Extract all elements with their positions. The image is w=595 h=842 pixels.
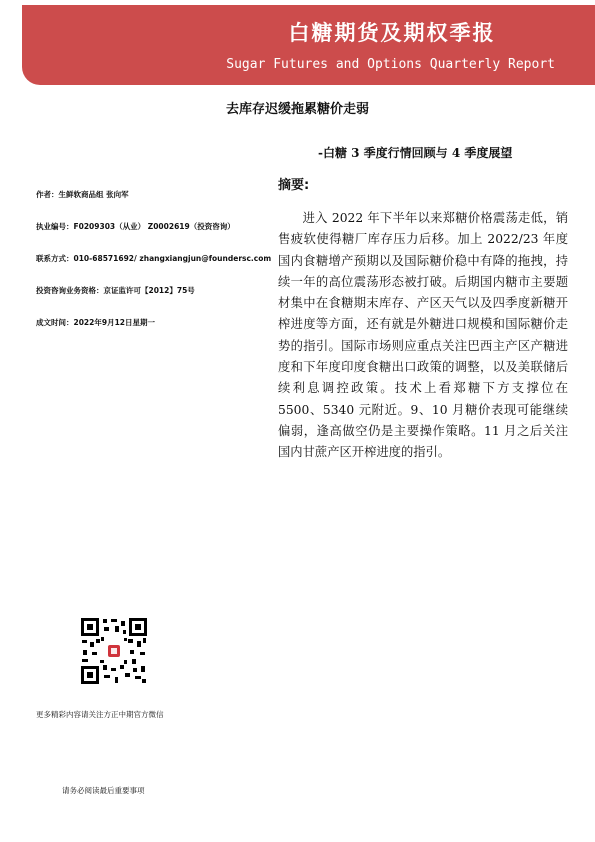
header-banner (22, 5, 595, 85)
report-subtitle: -白糖 3 季度行情回顾与 4 季度展望 (318, 146, 513, 160)
qr-caption: 更多精彩内容请关注方正中期官方微信 (36, 710, 164, 719)
author-line: 作者：生鲜软商品组 张向军 (36, 190, 129, 199)
report-series-title: 白糖期货及期权季报 (288, 20, 496, 45)
contact-line: 联系方式：010-68571692/ zhangxiangjun@foundersc.com (36, 254, 272, 263)
abstract-heading: 摘要: (278, 178, 310, 193)
qr-code[interactable] (80, 617, 148, 685)
license-line: 执业编号：F0209303（从业） Z0002619（投资咨询） (36, 222, 235, 231)
report-title: 去库存迟缓拖累糖价走弱 (225, 102, 369, 117)
date-line: 成文时间：2022年9月12日星期一 (36, 318, 156, 327)
abstract-body: 进入 2022 年下半年以来郑糖价格震荡走低，销售疲软使得糖厂库存压力后移。加上 2022/23 年度国内食糖增产预期以及国际糖价稳中有降的拖拽，持续一年的高位震荡形态被打破。后期国内糖市主要题材集中在食糖期末库存、产区天气以及四季度新糖开榨进度等方面，还有就是外糖进口规模和国际糖价走势的指引。国际市场则应重点关注巴西主产区产糖进度和下年度印度食糖出口政策的调整，以及美联储后续利息调控政策。技术上看郑糖下方支撑位在 5500、5340 元附近。9、10 月糖价表现可能继续偏弱，逢高做空仍是主要操作策略。11 月之后关注国内甘蔗产区开榨进度的指引。 (278, 211, 568, 460)
disclaimer-notice: 请务必阅读最后重要事项 (62, 786, 145, 795)
qualification-line: 投资咨询业务资格：京证监许可【2012】75号 (36, 286, 195, 295)
report-series-subtitle: Sugar Futures and Options Quarterly Report (226, 57, 555, 72)
